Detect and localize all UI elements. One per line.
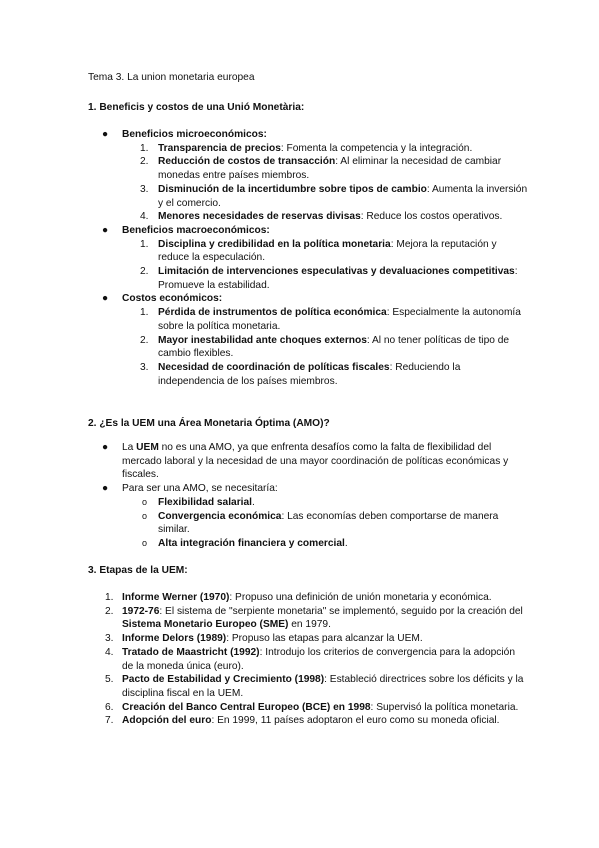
item-term: Disminución de la incertidumbre sobre tipos de cambio bbox=[158, 183, 427, 195]
item-number: 4. bbox=[105, 646, 114, 658]
item-text: : Introdujo los criterios de convergencia para la adopción de la moneda única (euro). bbox=[122, 646, 515, 672]
item-number: 4. bbox=[140, 211, 149, 223]
numbered-item bbox=[88, 714, 528, 728]
item-number: 5. bbox=[105, 674, 114, 686]
item-term: Disciplina y credibilidad en la política monetaria bbox=[158, 238, 391, 250]
numbered-item bbox=[88, 155, 528, 182]
item-term: Adopción del euro bbox=[122, 715, 212, 727]
bullet-item bbox=[88, 441, 528, 482]
item-term: Pacto de Estabilidad y Crecimiento (1998) bbox=[122, 674, 325, 686]
group-label: Beneficios microeconómicos: bbox=[122, 129, 267, 140]
item-term: Menores necesidades de reservas divisas bbox=[158, 211, 361, 223]
numbered-item bbox=[88, 591, 528, 605]
item-number: 2. bbox=[140, 156, 149, 168]
section-1-heading: 1. Beneficis y costos de una Unió Monetària: bbox=[88, 102, 305, 113]
item-text: : Reduce los costos operativos. bbox=[360, 211, 503, 223]
item-number: 2. bbox=[140, 334, 149, 346]
item-number: 3. bbox=[105, 633, 114, 645]
item-term: Creación del Banco Central Europeo (BCE) en 1998 bbox=[122, 701, 371, 713]
document-title: Tema 3. La union monetaria europea bbox=[88, 72, 255, 83]
numbered-item bbox=[88, 361, 528, 388]
item-number: 2. bbox=[140, 266, 149, 278]
item-text: : Especialmente la autonomía sobre la política monetaria. bbox=[158, 307, 521, 332]
bullet-item bbox=[88, 224, 528, 238]
item-text: La bbox=[122, 442, 137, 453]
numbered-item bbox=[88, 646, 528, 673]
item-text: : Propuso las etapas para alcanzar la UEM. bbox=[226, 633, 423, 645]
item-number: 1. bbox=[140, 238, 149, 250]
circle-bullet-marker: o bbox=[142, 510, 148, 521]
item-text: . bbox=[252, 496, 255, 508]
bullet-marker: ● bbox=[102, 483, 109, 495]
item-text: : En 1999, 11 países adoptaron el euro como su moneda oficial. bbox=[211, 715, 500, 727]
item-number: 1. bbox=[140, 307, 149, 319]
item-term: Alta integración financiera y comercial bbox=[158, 537, 345, 549]
item-text: Para ser una AMO, se necesitaría: bbox=[122, 483, 278, 495]
numbered-item bbox=[88, 142, 528, 156]
item-term: Informe Delors (1989) bbox=[122, 633, 227, 645]
item-text: : Al no tener políticas de tipo de cambio flexibles. bbox=[158, 334, 510, 360]
section-1-list bbox=[88, 128, 528, 388]
section-2-heading: 2. ¿Es la UEM una Área Monetaria Óptima (AMO)? bbox=[88, 418, 330, 429]
item-term: Reducción de costos de transacción bbox=[158, 156, 336, 168]
numbered-item bbox=[88, 673, 528, 700]
numbered-item bbox=[88, 265, 528, 292]
item-text: : Supervisó la política monetaria. bbox=[370, 701, 519, 713]
item-term: Limitación de intervenciones especulativas y devaluaciones competitivas bbox=[158, 266, 515, 278]
item-number: 3. bbox=[140, 183, 149, 195]
sub-bullet-item bbox=[88, 496, 528, 510]
item-text: : Promueve la estabilidad. bbox=[158, 266, 518, 291]
circle-bullet-marker: o bbox=[142, 496, 148, 507]
item-number: 7. bbox=[105, 715, 114, 727]
bullet-marker: ● bbox=[102, 293, 109, 305]
item-text: : Las economías deben comportarse de manera similar. bbox=[158, 510, 499, 536]
item-term: Necesidad de coordinación de políticas fiscales bbox=[158, 361, 390, 373]
item-term: Informe Werner (1970) bbox=[122, 592, 230, 603]
item-number: 3. bbox=[140, 361, 149, 373]
section-3-list bbox=[88, 591, 528, 728]
numbered-item bbox=[88, 306, 528, 333]
section-2-list bbox=[88, 441, 528, 551]
bullet-marker: ● bbox=[102, 442, 109, 453]
numbered-item bbox=[88, 210, 528, 224]
numbered-item bbox=[88, 183, 528, 210]
item-term: Tratado de Maastricht (1992) bbox=[122, 646, 260, 658]
bullet-marker: ● bbox=[102, 129, 109, 140]
item-number: 2. bbox=[105, 605, 114, 617]
item-term: UEM bbox=[136, 442, 159, 453]
sub-bullet-item bbox=[88, 537, 528, 551]
group-label: Costos económicos: bbox=[122, 293, 223, 305]
sub-bullet-item bbox=[88, 510, 528, 537]
item-term: Mayor inestabilidad ante choques externos bbox=[158, 334, 367, 346]
group-label: Beneficios macroeconómicos: bbox=[122, 224, 270, 236]
numbered-item bbox=[88, 605, 528, 632]
item-text: : Al eliminar la necesidad de cambiar monedas entre países miembros. bbox=[158, 156, 502, 182]
item-text: : Mejora la reputación y reduce la especulación. bbox=[158, 238, 497, 264]
numbered-item bbox=[88, 632, 528, 646]
bullet-item bbox=[88, 482, 528, 496]
circle-bullet-marker: o bbox=[142, 537, 148, 548]
item-text: : Reduciendo la independencia de los países miembros. bbox=[158, 361, 461, 387]
bullet-marker: ● bbox=[102, 224, 109, 236]
item-text: en 1979. bbox=[288, 619, 331, 631]
item-text: : Propuso una definición de unión monetaria y económica. bbox=[229, 592, 492, 603]
section-3-heading: 3. Etapas de la UEM: bbox=[88, 565, 188, 576]
item-text: : Estableció directrices sobre los déficits y la disciplina fiscal en la UEM. bbox=[122, 674, 524, 699]
item-term: 1972-76 bbox=[122, 605, 160, 617]
numbered-item bbox=[88, 334, 528, 361]
item-number: 1. bbox=[105, 592, 114, 603]
item-text: . bbox=[344, 537, 348, 549]
item-number: 1. bbox=[140, 142, 149, 154]
item-number: 6. bbox=[105, 701, 114, 713]
numbered-item bbox=[88, 238, 528, 265]
bullet-item bbox=[88, 292, 528, 306]
item-term: Pérdida de instrumentos de política económica bbox=[158, 307, 387, 319]
item-text: : El sistema de "serpiente monetaria" se implementó, seguido por la creación del bbox=[159, 605, 523, 617]
numbered-item bbox=[88, 701, 528, 715]
item-text: : Fomenta la competencia y la integración. bbox=[280, 142, 473, 154]
item-term: Sistema Monetario Europeo (SME) bbox=[122, 619, 289, 631]
item-text: no es una AMO, ya que enfrenta desafíos como la falta de flexibilidad del mercado laboral y la necesidad de una mayor coordinación de políticas económicas y fiscales. bbox=[122, 442, 509, 481]
item-term: Convergencia económica bbox=[158, 510, 282, 522]
item-text: : Aumenta la inversión y el comercio. bbox=[158, 183, 528, 209]
bullet-item bbox=[88, 128, 528, 142]
item-term: Flexibilidad salarial bbox=[158, 496, 252, 508]
item-term: Transparencia de precios bbox=[158, 142, 281, 154]
